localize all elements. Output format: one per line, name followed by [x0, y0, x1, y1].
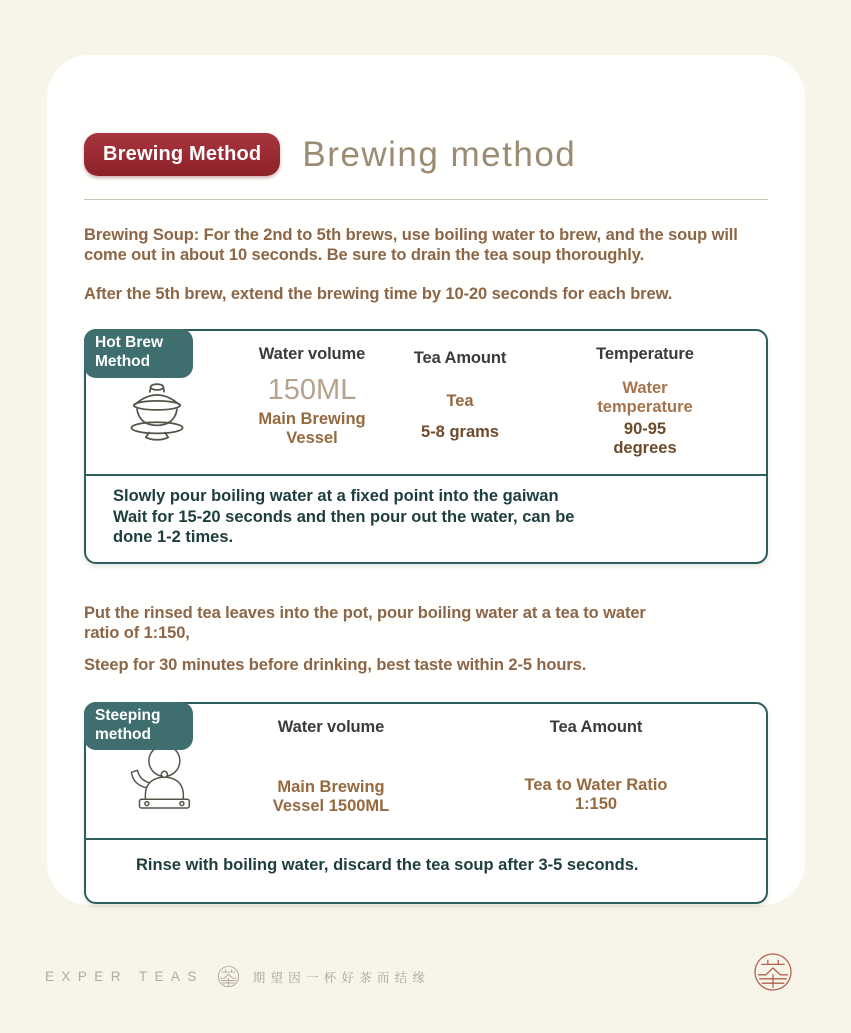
column-header-water-volume: Water volume [258, 345, 366, 364]
page-header [84, 133, 768, 176]
page-title: Brewing method [302, 134, 577, 174]
column-header-tea-amount: Tea Amount [413, 349, 507, 368]
column-header-tea-amount-2: Tea Amount [549, 718, 643, 737]
water-volume-value: 150ML [267, 374, 357, 407]
steeping-table [84, 702, 768, 904]
hot-brew-note [86, 474, 766, 561]
intro-paragraph-2: After the 5th brew, extend the brewing time by 10-20 seconds for each brew. [84, 284, 673, 303]
middle-paragraph-1: Put the rinsed tea leaves into the pot, pour boiling water at a tea to water ratio of 1:150, [84, 603, 646, 642]
tea-seal-icon-small [217, 965, 240, 988]
hot-brew-badge-line1: Hot Brew [95, 334, 164, 352]
middle-paragraph-2: Steep for 30 minutes before drinking, best taste within 2-5 hours. [84, 656, 587, 675]
column-header-temperature: Temperature [596, 345, 694, 364]
steeping-note: Rinse with boiling water, discard the tea soup after 3-5 seconds. [86, 838, 766, 902]
tea-amount-label: 5-8 grams [421, 423, 499, 442]
steeping-badge [84, 702, 193, 750]
steeping-col-tea [426, 718, 766, 816]
steeping-water-volume-label: Main Brewing Vessel 1500ML [272, 778, 390, 816]
brand-name: EXPER TEAS [45, 969, 204, 984]
brand-slogan: 期望因一杯好茶而结缘 [252, 970, 431, 985]
steeping-col-water [236, 718, 426, 816]
footer [45, 965, 430, 988]
hot-brew-note-line3: done 1-2 times. [113, 527, 234, 546]
steeping-tea-amount-label: Tea to Water Ratio 1:150 [524, 776, 668, 814]
hot-brew-col-tea [396, 345, 524, 466]
steeping-badge-line2: method [95, 725, 151, 743]
tea-amount-value: Tea [446, 392, 474, 411]
tea-seal-icon [753, 952, 793, 992]
kettle-icon [124, 740, 198, 810]
section-badge: Brewing Method [84, 133, 280, 176]
header-divider [84, 199, 768, 200]
gaiwan-icon [117, 379, 197, 455]
intro-paragraph-1: Brewing Soup: For the 2nd to 5th brews, use boiling water to brew, and the soup will come out in about 10 seconds. Be sure to drain the tea soup thoroughly. [84, 226, 738, 264]
temperature-label: 90-95 degrees [613, 420, 677, 458]
column-header-water-volume-2: Water volume [277, 718, 385, 737]
content-card [47, 55, 805, 905]
hot-brew-col-temperature [524, 345, 766, 466]
hot-brew-badge [84, 329, 193, 377]
hot-brew-table [84, 329, 768, 563]
hot-brew-note-line1: Slowly pour boiling water at a fixed point into the gaiwan [113, 487, 559, 506]
hot-brew-badge-line2: Method [95, 352, 151, 370]
steeping-badge-line1: Steeping [95, 707, 161, 725]
hot-brew-note-line2: Wait for 15-20 seconds and then pour out the water, can be [113, 507, 575, 526]
hot-brew-col-water [228, 345, 396, 466]
temperature-value: Water temperature [597, 379, 693, 417]
water-volume-label: Main Brewing Vessel [258, 410, 366, 448]
brand-seal [753, 952, 793, 997]
